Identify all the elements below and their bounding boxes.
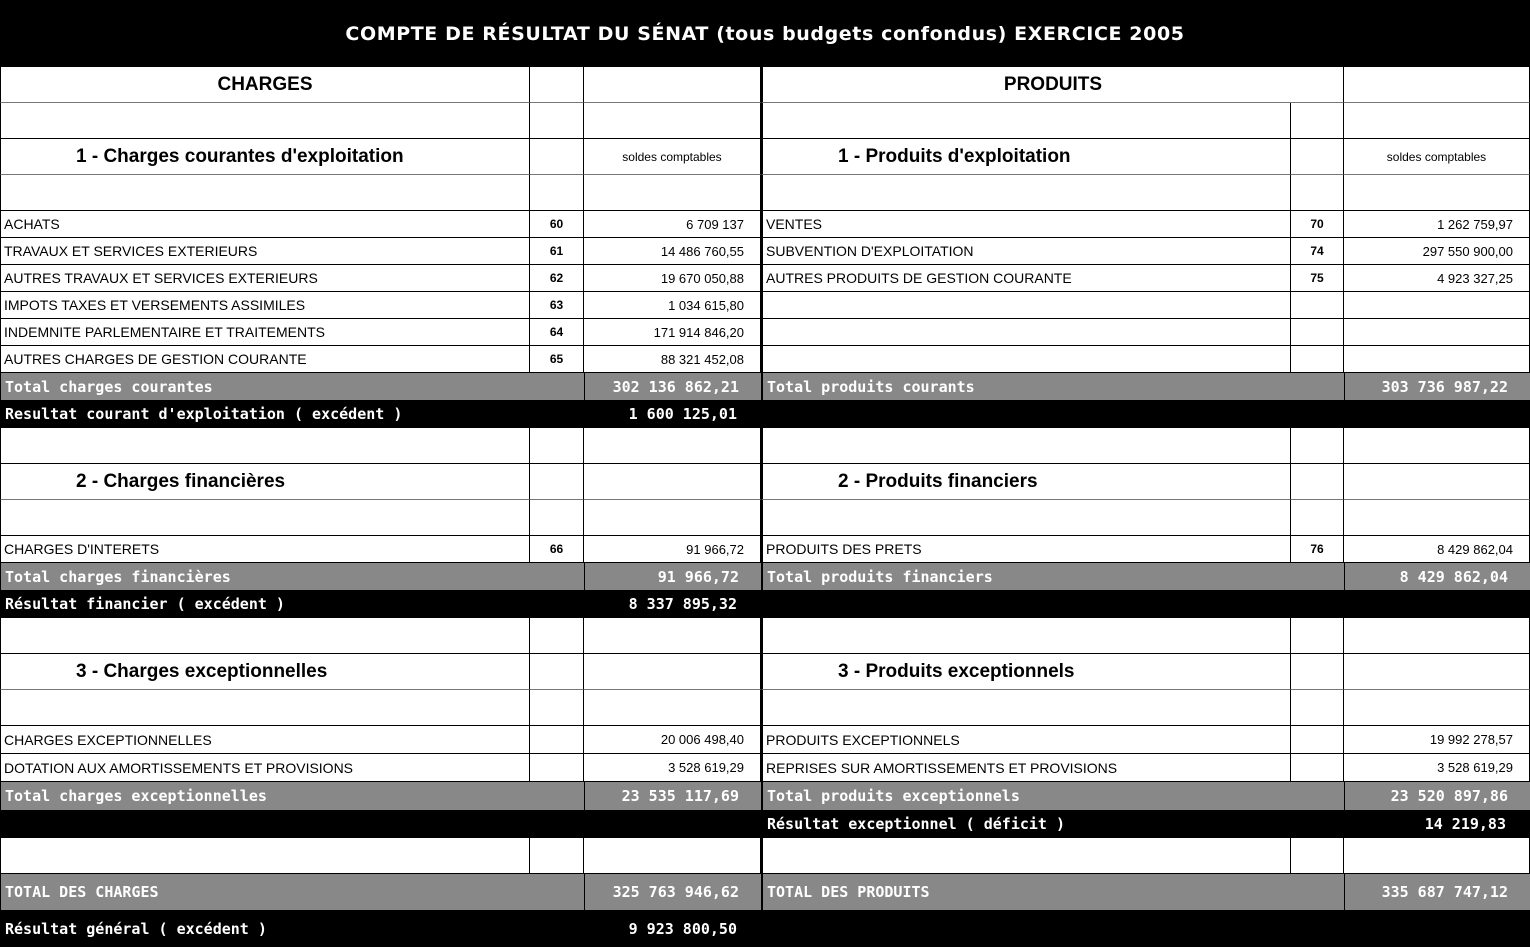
empty-cell <box>0 838 530 874</box>
section-column-note <box>1344 654 1530 690</box>
total-row <box>761 782 1530 810</box>
empty-cell <box>1344 103 1530 139</box>
blank-row <box>0 428 761 464</box>
empty-cell <box>0 500 530 536</box>
total-amount: 91 966,72 <box>584 563 761 590</box>
account-label: AUTRES PRODUITS DE GESTION COURANTE <box>761 265 1291 292</box>
table-row <box>761 238 1530 265</box>
result-label: Resultat courant d'exploitation ( excédent ) <box>0 400 584 428</box>
account-amount <box>1344 319 1530 346</box>
empty-black-row <box>761 400 1530 428</box>
result-amount: 8 337 895,32 <box>628 595 737 613</box>
total-amount: 303 736 987,22 <box>1344 373 1530 400</box>
account-code: 60 <box>530 211 584 238</box>
account-code <box>1291 726 1344 754</box>
section-title: 1 - Produits d'exploitation <box>761 139 1291 175</box>
section-title: 1 - Charges courantes d'exploitation <box>0 139 530 175</box>
total-label: Total charges exceptionnelles <box>0 782 584 810</box>
section-code-cell <box>530 464 584 500</box>
account-amount: 6 709 137 <box>584 211 761 238</box>
result-row <box>0 910 761 947</box>
empty-cell <box>1291 690 1344 726</box>
account-code: 64 <box>530 319 584 346</box>
result-amount: 14 219,83 <box>1424 815 1506 833</box>
account-code: 76 <box>1291 536 1344 563</box>
account-amount: 171 914 846,20 <box>584 319 761 346</box>
account-label: INDEMNITE PARLEMENTAIRE ET TRAITEMENTS <box>0 319 530 346</box>
empty-cell <box>530 428 584 464</box>
table-row <box>761 346 1530 373</box>
section-code-cell <box>1291 139 1344 175</box>
empty-cell <box>1291 428 1344 464</box>
account-code <box>530 754 584 782</box>
section-heading-row <box>761 464 1530 500</box>
blank-row <box>0 618 761 654</box>
section-title: 3 - Charges exceptionnelles <box>0 654 530 690</box>
total-amount: 335 687 747,12 <box>1344 874 1530 910</box>
account-label: TRAVAUX ET SERVICES EXTERIEURS <box>0 238 530 265</box>
table-row <box>0 265 761 292</box>
blank-row <box>0 175 761 211</box>
income-statement-table <box>0 67 1530 947</box>
empty-cell <box>1291 618 1344 654</box>
table-row <box>761 265 1530 292</box>
empty-cell <box>1344 690 1530 726</box>
blank-row <box>0 103 761 139</box>
section-code-cell <box>1291 464 1344 500</box>
empty-black-row <box>761 910 1530 947</box>
total-label: Total charges financières <box>0 563 584 590</box>
result-label: Résultat général ( excédent ) <box>0 910 584 947</box>
table-row <box>0 211 761 238</box>
total-amount: 8 429 862,04 <box>1344 563 1530 590</box>
account-code: 62 <box>530 265 584 292</box>
section-heading-row <box>761 139 1530 175</box>
account-amount: 20 006 498,40 <box>584 726 761 754</box>
table-row <box>761 211 1530 238</box>
empty-cell <box>1344 500 1530 536</box>
section-title: 3 - Produits exceptionnels <box>761 654 1291 690</box>
blank-row <box>761 103 1530 139</box>
account-code: 65 <box>530 346 584 373</box>
section-heading-row <box>0 654 761 690</box>
empty-cell <box>761 175 1291 211</box>
table-row <box>761 754 1530 782</box>
empty-cell <box>584 618 761 654</box>
account-label: IMPOTS TAXES ET VERSEMENTS ASSIMILES <box>0 292 530 319</box>
header-cell <box>530 67 584 103</box>
account-label <box>761 292 1291 319</box>
account-amount: 1 034 615,80 <box>584 292 761 319</box>
table-row <box>0 238 761 265</box>
total-row <box>761 563 1530 590</box>
account-amount: 3 528 619,29 <box>1344 754 1530 782</box>
empty-cell <box>530 103 584 139</box>
empty-cell <box>584 103 761 139</box>
account-amount: 19 992 278,57 <box>1344 726 1530 754</box>
column-header: CHARGES <box>0 67 530 103</box>
account-code: 75 <box>1291 265 1344 292</box>
blank-row <box>761 500 1530 536</box>
account-amount: 19 670 050,88 <box>584 265 761 292</box>
account-amount: 1 262 759,97 <box>1344 211 1530 238</box>
table-row <box>761 536 1530 563</box>
account-code <box>1291 319 1344 346</box>
empty-cell <box>1344 838 1530 874</box>
result-row <box>0 400 761 428</box>
account-label: CHARGES D'INTERETS <box>0 536 530 563</box>
produits-header-row <box>761 67 1530 103</box>
section-code-cell <box>1291 654 1344 690</box>
empty-cell <box>761 618 1291 654</box>
empty-black-row <box>0 810 761 838</box>
section-column-note <box>584 464 761 500</box>
blank-row <box>0 838 761 874</box>
section-title: 2 - Produits financiers <box>761 464 1291 500</box>
empty-cell <box>530 838 584 874</box>
empty-cell <box>0 690 530 726</box>
blank-row <box>761 690 1530 726</box>
total-label: TOTAL DES CHARGES <box>0 874 584 910</box>
account-code: 70 <box>1291 211 1344 238</box>
empty-cell <box>1291 500 1344 536</box>
account-amount <box>1344 292 1530 319</box>
account-label: DOTATION AUX AMORTISSEMENTS ET PROVISIONS <box>0 754 530 782</box>
account-code: 74 <box>1291 238 1344 265</box>
column-header: PRODUITS <box>761 67 1344 103</box>
account-label: SUBVENTION D'EXPLOITATION <box>761 238 1291 265</box>
empty-cell <box>0 618 530 654</box>
empty-cell <box>0 428 530 464</box>
total-row <box>761 874 1530 910</box>
table-row <box>0 726 761 754</box>
section-code-cell <box>530 654 584 690</box>
header-cell <box>584 67 761 103</box>
produits-panel <box>761 67 1530 947</box>
total-row <box>761 373 1530 400</box>
blank-row <box>0 690 761 726</box>
section-heading-row <box>0 139 761 175</box>
section-title: 2 - Charges financières <box>0 464 530 500</box>
account-amount: 3 528 619,29 <box>584 754 761 782</box>
empty-cell <box>0 175 530 211</box>
empty-cell <box>761 103 1291 139</box>
empty-cell <box>0 103 530 139</box>
empty-cell <box>761 428 1291 464</box>
table-row <box>0 346 761 373</box>
empty-cell <box>761 838 1291 874</box>
empty-cell <box>1344 618 1530 654</box>
account-amount: 88 321 452,08 <box>584 346 761 373</box>
table-row <box>0 319 761 346</box>
table-row <box>0 754 761 782</box>
account-code <box>530 726 584 754</box>
account-label: VENTES <box>761 211 1291 238</box>
blank-row <box>761 618 1530 654</box>
table-row <box>0 536 761 563</box>
blank-row <box>761 175 1530 211</box>
empty-cell <box>530 618 584 654</box>
section-column-note <box>1344 464 1530 500</box>
section-heading-row <box>0 464 761 500</box>
section-column-note <box>584 654 761 690</box>
account-code <box>1291 292 1344 319</box>
table-row <box>761 319 1530 346</box>
total-label: Total produits courants <box>761 373 1344 400</box>
account-label <box>761 346 1291 373</box>
account-amount: 8 429 862,04 <box>1344 536 1530 563</box>
account-amount: 91 966,72 <box>584 536 761 563</box>
account-amount: 4 923 327,25 <box>1344 265 1530 292</box>
section-column-note: soldes comptables <box>584 139 761 175</box>
total-amount: 23 535 117,69 <box>584 782 761 810</box>
account-label: PRODUITS DES PRETS <box>761 536 1291 563</box>
empty-black-row <box>761 590 1530 618</box>
account-amount <box>1344 346 1530 373</box>
result-row <box>0 590 761 618</box>
header-cell <box>1344 67 1530 103</box>
empty-cell <box>530 500 584 536</box>
empty-cell <box>530 690 584 726</box>
table-row <box>761 726 1530 754</box>
empty-cell <box>761 500 1291 536</box>
blank-row <box>761 428 1530 464</box>
account-label: PRODUITS EXCEPTIONNELS <box>761 726 1291 754</box>
section-code-cell <box>530 139 584 175</box>
account-code: 61 <box>530 238 584 265</box>
total-amount: 325 763 946,62 <box>584 874 761 910</box>
total-label: TOTAL DES PRODUITS <box>761 874 1344 910</box>
empty-cell <box>1291 838 1344 874</box>
result-label: Résultat financier ( excédent ) <box>0 590 584 618</box>
charges-header-row <box>0 67 761 103</box>
account-code <box>1291 346 1344 373</box>
account-code <box>1291 754 1344 782</box>
empty-cell <box>530 175 584 211</box>
result-amount: 1 600 125,01 <box>628 405 737 423</box>
account-label <box>761 319 1291 346</box>
empty-cell <box>761 690 1291 726</box>
account-label: REPRISES SUR AMORTISSEMENTS ET PROVISIONS <box>761 754 1291 782</box>
account-label: AUTRES CHARGES DE GESTION COURANTE <box>0 346 530 373</box>
empty-cell <box>1344 428 1530 464</box>
account-amount: 297 550 900,00 <box>1344 238 1530 265</box>
section-column-note: soldes comptables <box>1344 139 1530 175</box>
empty-cell <box>1291 175 1344 211</box>
total-row <box>0 373 761 400</box>
empty-cell <box>1291 103 1344 139</box>
result-row <box>761 810 1530 838</box>
empty-cell <box>1344 175 1530 211</box>
account-code: 63 <box>530 292 584 319</box>
total-amount: 23 520 897,86 <box>1344 782 1530 810</box>
result-amount: 9 923 800,50 <box>628 919 737 938</box>
account-code: 66 <box>530 536 584 563</box>
account-label: AUTRES TRAVAUX ET SERVICES EXTERIEURS <box>0 265 530 292</box>
total-label: Total charges courantes <box>0 373 584 400</box>
empty-cell <box>584 690 761 726</box>
total-row <box>0 782 761 810</box>
total-row <box>0 563 761 590</box>
empty-cell <box>584 428 761 464</box>
table-row <box>0 292 761 319</box>
result-label: Résultat exceptionnel ( déficit ) <box>761 810 1344 838</box>
empty-cell <box>584 838 761 874</box>
blank-row <box>761 838 1530 874</box>
total-row <box>0 874 761 910</box>
section-heading-row <box>761 654 1530 690</box>
empty-cell <box>584 500 761 536</box>
total-label: Total produits exceptionnels <box>761 782 1344 810</box>
total-label: Total produits financiers <box>761 563 1344 590</box>
page-title: COMPTE DE RÉSULTAT DU SÉNAT (tous budgets confondus) EXERCICE 2005 <box>0 0 1530 67</box>
charges-panel <box>0 67 761 947</box>
account-label: ACHATS <box>0 211 530 238</box>
account-label: CHARGES EXCEPTIONNELLES <box>0 726 530 754</box>
empty-cell <box>584 175 761 211</box>
blank-row <box>0 500 761 536</box>
account-amount: 14 486 760,55 <box>584 238 761 265</box>
table-row <box>761 292 1530 319</box>
total-amount: 302 136 862,21 <box>584 373 761 400</box>
